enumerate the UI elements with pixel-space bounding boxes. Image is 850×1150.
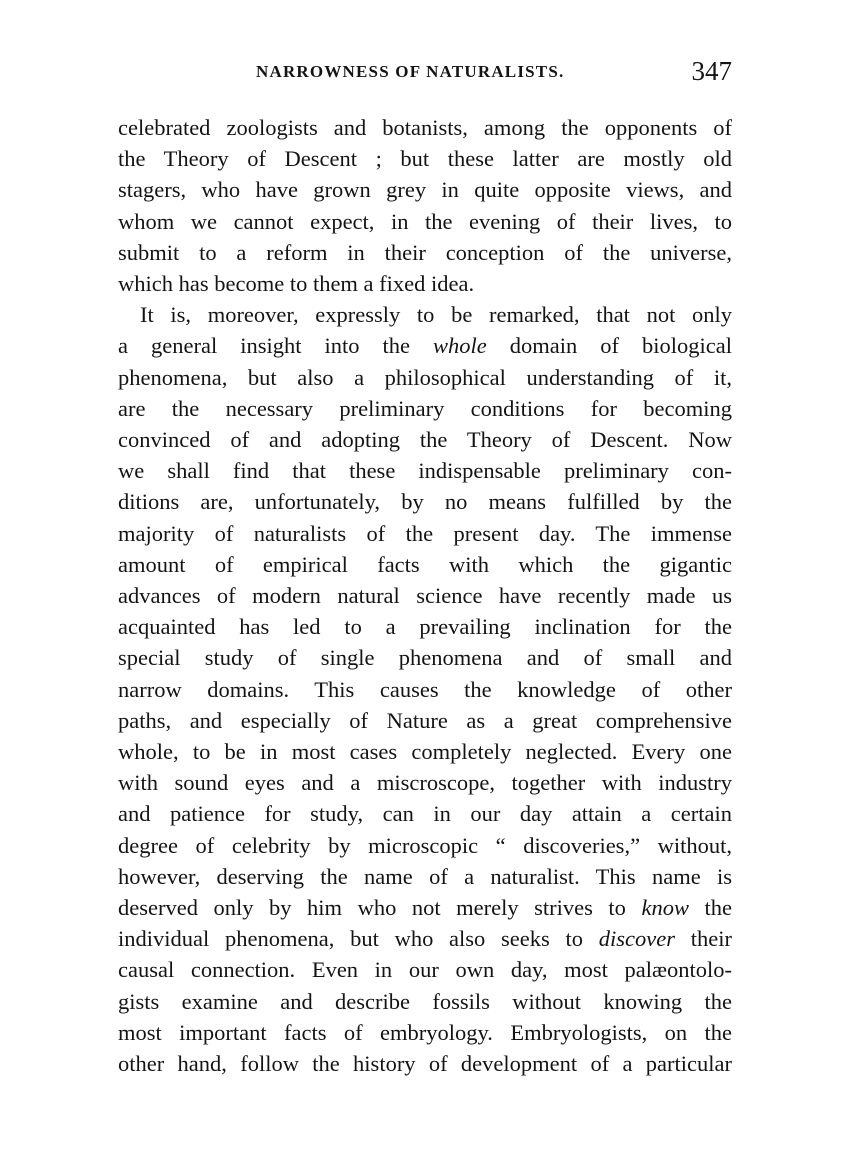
text-line: are the necessary preliminary conditions for becoming <box>118 395 732 421</box>
text-line: which has become to them a fixed idea. <box>118 271 475 296</box>
text-line: It is, moreover, expressly to be remarked, that not only <box>140 302 732 328</box>
text-line: stagers, who have grown grey in quite opposite views, and <box>118 177 732 203</box>
emphasis: discover <box>598 926 676 952</box>
page-number: 347 <box>691 56 732 86</box>
emphasis: know <box>641 895 689 920</box>
text-line: the Theory of Descent ; but these latter are mostly old <box>118 146 732 172</box>
text-line: majority of naturalists of the present day. The immense <box>118 520 732 546</box>
text-line: amount of empirical facts with which the gigantic <box>118 551 732 577</box>
text-line: degree of celebrity by microscopic “ discoveries,” without, <box>118 832 732 858</box>
text-line: paths, and especially of Nature as a great comprehensive <box>118 707 732 733</box>
text-line: most important facts of embryology. Embryologists, on the <box>118 1019 732 1045</box>
running-title: NARROWNESS OF NATURALISTS. <box>256 62 565 81</box>
text-line: narrow domains. This causes the knowledge of other <box>118 676 732 702</box>
text-line: convinced of and adopting the Theory of Descent. Now <box>118 427 732 452</box>
text-line: submit to a reform in their conception of the universe, <box>118 239 732 265</box>
emphasis: whole <box>433 333 487 359</box>
text-line: with sound eyes and a miscroscope, together with industry <box>118 770 732 796</box>
text-line: celebrated zoologists and botanists, among the opponents of <box>118 115 732 140</box>
text-line: we shall find that these indispensable preliminary con- <box>118 458 732 484</box>
text-line: however, deserving the name of a naturalist. This name is <box>118 863 732 889</box>
text-line: gists examine and describe fossils without knowing the <box>118 988 732 1014</box>
text-line: causal connection. Even in our own day, most palæontolo- <box>118 957 732 983</box>
running-head <box>118 56 732 96</box>
text-line: ditions are, unfortunately, by no means fulfilled by the <box>118 489 732 515</box>
text-line: acquainted has led to a prevailing inclination for the <box>118 614 732 640</box>
text-line: whole, to be in most cases completely neglected. Every one <box>118 739 732 764</box>
text-line: special study of single phenomena and of small and <box>118 645 732 671</box>
text-line: phenomena, but also a philosophical understanding of it, <box>118 364 732 390</box>
text-line: advances of modern natural science have recently made us <box>118 583 732 608</box>
text-line: a general insight into the whole domain of biological <box>118 333 732 359</box>
text-line: individual phenomena, but who also seeks to discover their <box>118 926 732 952</box>
text-line: other hand, follow the history of development of a particular <box>118 1051 732 1076</box>
text-line: deserved only by him who not merely strives to know the <box>118 895 732 920</box>
text-line: and patience for study, can in our day attain a certain <box>118 801 732 827</box>
text-line: whom we cannot expect, in the evening of their lives, to <box>118 208 732 234</box>
